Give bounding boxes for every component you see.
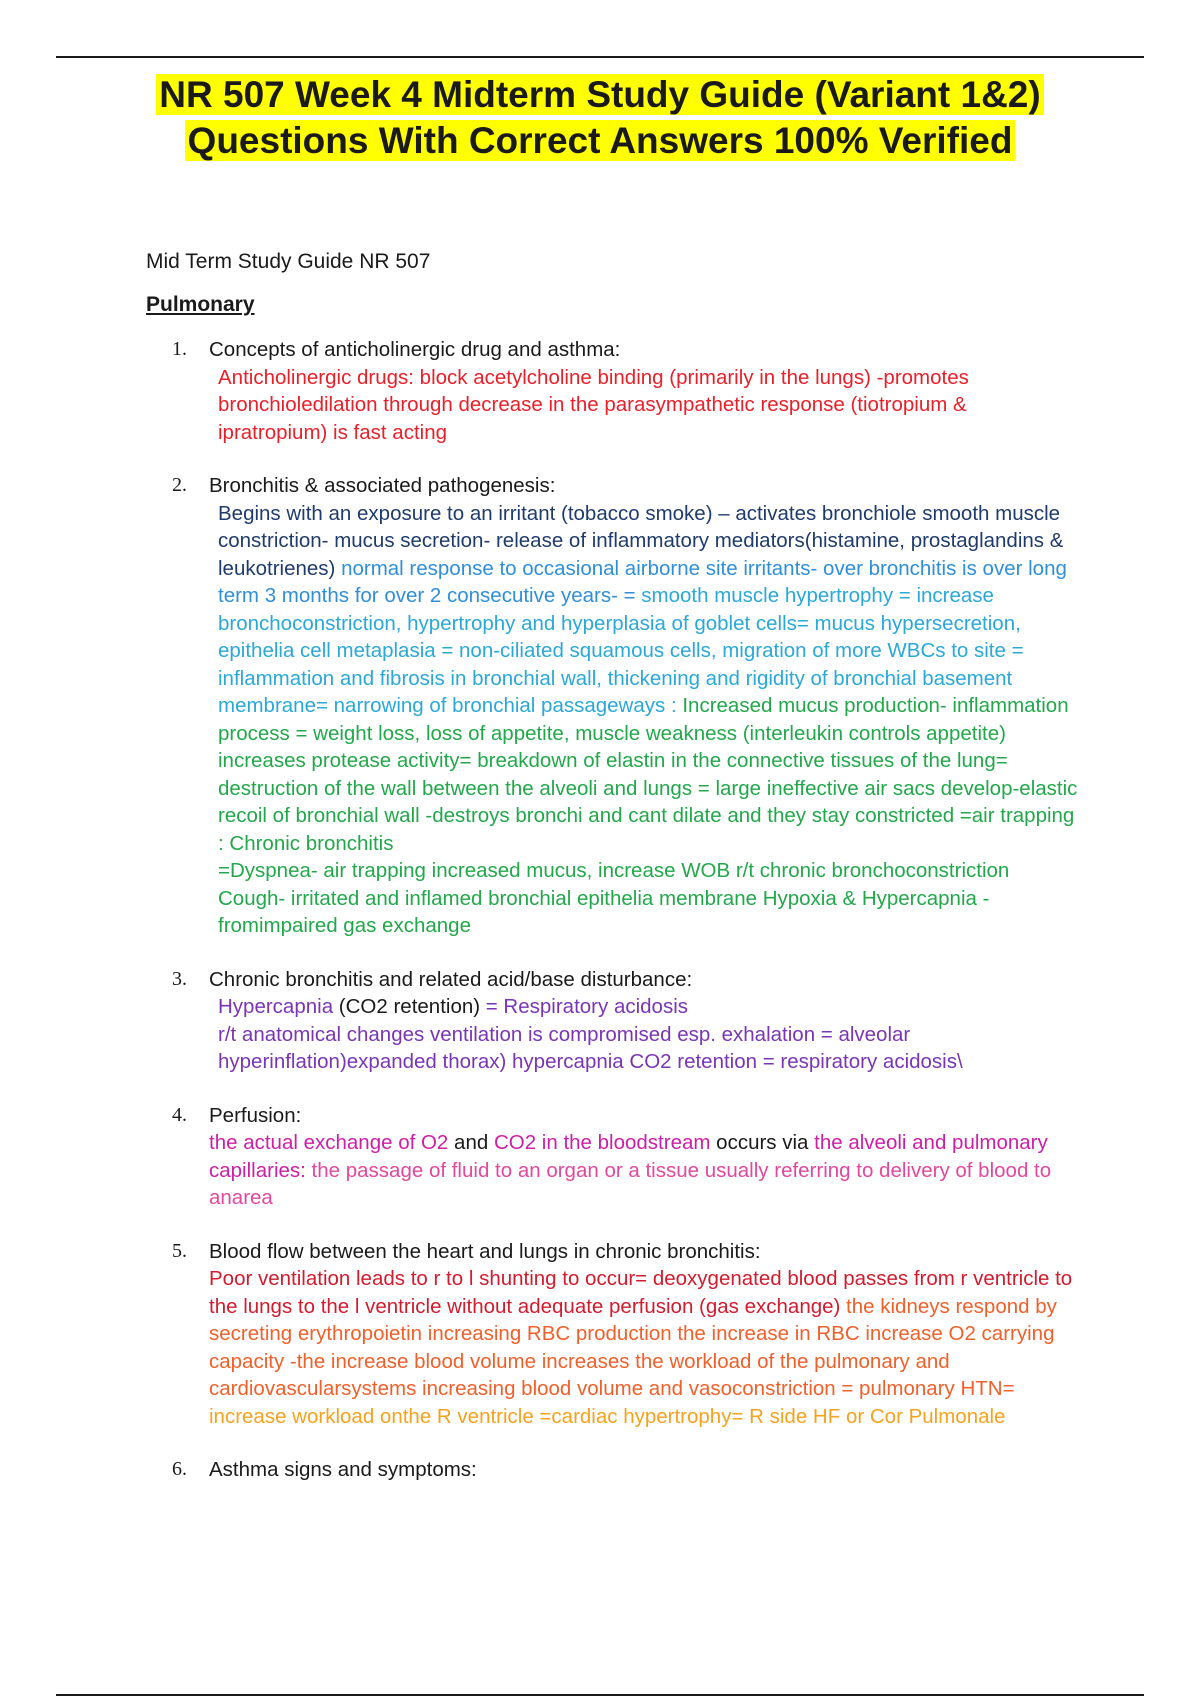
answer-segment: (CO2 retention) xyxy=(333,995,486,1018)
item-answer xyxy=(209,1129,1089,1212)
answer-segment: and xyxy=(448,1131,494,1154)
item-question: Concepts of anticholinergic drug and asthma: xyxy=(209,338,621,361)
list-item-5 xyxy=(0,1238,1200,1431)
answer-segment: occurs via xyxy=(710,1131,815,1154)
answer-segment: Hypercapnia xyxy=(218,995,334,1018)
item-number: 1. xyxy=(172,338,187,360)
item-answer: Anticholinergic drugs: block acetylcholine binding (primarily in the lungs) -promotes bronchioledilation through decrease in the parasympathetic response (tiotropium & ipratropium) is fast acting xyxy=(218,365,969,444)
list-item-6 xyxy=(0,1456,1200,1484)
list-item-2 xyxy=(0,472,1200,940)
answer-segment: the actual exchange of O2 xyxy=(209,1131,449,1154)
item-answer-continued: r/t anatomical changes ventilation is compromised esp. exhalation = alveolar hyperinflation)expanded thorax) hypercapnia CO2 retention = respiratory acidosis\ xyxy=(218,1022,963,1073)
list-item-4 xyxy=(0,1102,1200,1212)
item-number: 5. xyxy=(172,1239,187,1262)
title-line-2: Questions With Correct Answers 100% Verified xyxy=(185,120,1016,161)
answer-segment: Poor ventilation leads to r to l shunting to occur= deoxygenated blood passes from r ventricle to the lungs to the l ventricle without adequate perfusion (gas exchange) xyxy=(209,1267,1073,1318)
item-answer xyxy=(218,500,1078,858)
item-question: Perfusion: xyxy=(209,1103,302,1127)
item-number: 2. xyxy=(172,474,187,496)
title-line-1: NR 507 Week 4 Midterm Study Guide (Variant 1&2) xyxy=(156,74,1043,115)
list-item-1 xyxy=(0,336,1200,446)
answer-segment: normal response to occasional airborne site irritants- over bronchitis is over long term 3 months for over 2 consecutive years- = xyxy=(218,556,1067,607)
item-answer-continued: =Dyspnea- air trapping increased mucus, increase WOB r/t chronic bronchoconstriction Cough- irritated and inflamed bronchial epithelia membrane Hypoxia & Hypercapnia -fromimpaired gas exchange xyxy=(218,859,1010,937)
answer-segment: = Respiratory acidosis xyxy=(485,995,689,1018)
item-answer xyxy=(218,993,1078,1021)
item-number: 4. xyxy=(172,1103,187,1126)
subtitle: Mid Term Study Guide NR 507 xyxy=(146,250,431,273)
answer-segment: Begins with an exposure to an irritant (tobacco smoke) – activates bronchiole smooth muscle constriction- mucus secretion- release of inflammatory mediators(histamine, prostaglandins & leukotrienes) xyxy=(218,501,1064,580)
top-rule xyxy=(56,56,1144,58)
document-title xyxy=(0,72,1200,164)
item-answer xyxy=(209,1265,1089,1430)
item-question: Asthma signs and symptoms: xyxy=(209,1458,477,1481)
answer-segment: CO2 in the bloodstream xyxy=(493,1131,711,1154)
section-heading: Pulmonary xyxy=(146,293,255,316)
item-question: Blood flow between the heart and lungs in chronic bronchitis: xyxy=(209,1239,761,1263)
item-question: Chronic bronchitis and related acid/base disturbance: xyxy=(209,967,693,991)
answer-segment: the alveoli and pulmonary capillaries: xyxy=(209,1131,1048,1182)
answer-segment: increase workload onthe R ventricle =cardiac hypertrophy= R side HF or Cor Pulmonale xyxy=(209,1404,1006,1428)
answer-segment: the passage of fluid to an organ or a tissue usually referring to delivery of blood to anarea xyxy=(209,1158,1052,1209)
item-number: 3. xyxy=(172,967,187,990)
bottom-rule xyxy=(56,1694,1144,1696)
item-number: 6. xyxy=(172,1458,187,1480)
item-question: Bronchitis & associated pathogenesis: xyxy=(209,474,556,497)
answer-segment: the kidneys respond by secreting erythropoietin increasing RBC production the increase in RBC increase O2 carrying capacity -the increase blood volume increases the workload of the pulmonary and cardiovascularsystems increasing blood volume and vasoconstriction = pulmonary HTN= xyxy=(209,1294,1057,1400)
answer-segment: smooth muscle hypertrophy = increase bronchoconstriction, hypertrophy and hyperplasia of goblet cells= mucus hypersecretion, epithelia cell metaplasia = non-ciliated squamous cells, migration of more WBCs to site = inflammation and fibrosis in bronchial wall, thickening and rigidity of bronchial basement membrane= narrowing of bronchial passageways : xyxy=(218,584,1024,717)
list-item-3 xyxy=(0,966,1200,1076)
answer-segment: Increased mucus production- inflammation process = weight loss, loss of appetite, muscle weakness (interleukin controls appetite) increases protease activity= breakdown of elastin in the connective tissues of the lung= destruction of the wall between the alveoli and lungs = large ineffective air sacs develop-elastic recoil of bronchial wall -destroys bronchi and cant dilate and they stay constricted =air trapping : Chronic bronchitis xyxy=(218,694,1078,855)
question-list xyxy=(0,336,1200,1510)
